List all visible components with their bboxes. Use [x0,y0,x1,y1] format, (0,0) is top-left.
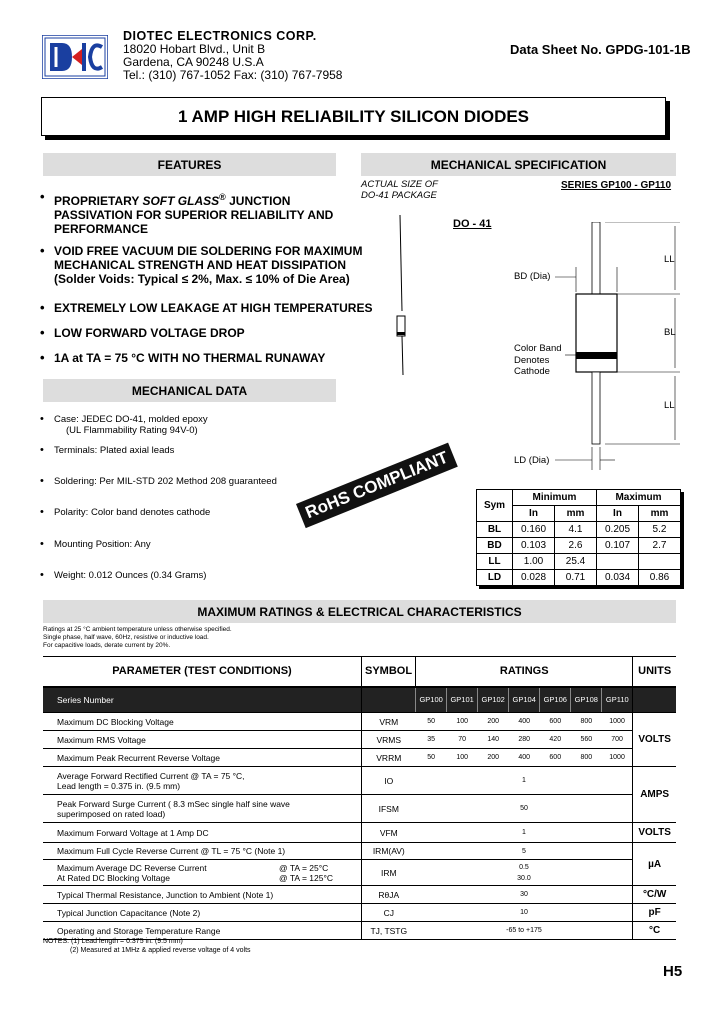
value-cell: 35 [416,731,447,749]
series-cell: GP110 [602,687,633,713]
ratings-notes [43,626,232,650]
feature-item [40,301,374,315]
param-cell [43,860,361,886]
param-cell [43,795,361,823]
rating-row-irm [43,860,676,886]
param-text: Average Forward Rectified Current @ TA = 75 °C, [57,770,245,781]
symbol-cell: VRM [361,713,415,731]
company-info [123,30,342,82]
page-title: 1 AMP HIGH RELIABILITY SILICON DIODES [41,97,666,136]
param-text: At Rated DC Blocking Voltage [57,872,170,883]
value-cell: -65 to +175 [416,922,633,940]
symbol-cell: RθJA [361,886,415,904]
bd-dia-label: BD (Dia) [514,271,551,282]
dim-header-sym: Sym [477,490,513,522]
symbol-cell: IRM(AV) [361,843,415,860]
value-cell: 1000 [602,749,633,767]
param-cell: Typical Thermal Resistance, Junction to Ambient (Note 1) [43,886,361,904]
dim-cell: BD [477,538,513,554]
rating-row-irmav [43,843,676,860]
symbol-cell: IRM [361,860,415,886]
units-amps: AMPS [633,767,676,823]
units-cw: °C/W [633,886,676,904]
dim-cell: LL [477,554,513,570]
param-cell: Maximum DC Blocking Voltage [43,713,361,731]
mech-data-text: Polarity: Color band denotes cathode [54,507,211,518]
symbol-cell: VRMS [361,731,415,749]
value-cell: 50 [416,795,633,823]
dim-header-mm: mm [639,506,681,522]
mech-data-text: Weight: 0.012 Ounces (0.34 Grams) [54,570,207,581]
dim-cell: 0.71 [555,570,597,586]
feature-text: PERFORMANCE [54,222,149,236]
value-cell [416,860,633,886]
value-cell: 800 [571,749,602,767]
dim-cell: BL [477,522,513,538]
value-cell: 420 [540,731,571,749]
value-text: 0.5 [519,863,529,871]
value-cell: 5 [416,843,633,860]
series-cell: GP104 [509,687,540,713]
symbol-cell: IFSM [361,795,415,823]
param-cell: Maximum Forward Voltage at 1 Amp DC [43,823,361,843]
value-cell: 100 [447,749,478,767]
value-text: 30.0 [517,874,531,882]
rating-row-cj [43,904,676,922]
series-symbol-cell [361,687,415,713]
rating-row-vrms [43,731,676,749]
value-cell: 1000 [602,713,633,731]
rohs-compliant-badge: RoHS COMPLIANT [296,443,458,529]
dim-cell [639,554,681,570]
symbol-cell: VRRM [361,749,415,767]
mech-data-item [40,570,354,581]
dim-cell: 0.034 [597,570,639,586]
ratings-note: Single phase, half wave, 60Hz, resistive or inductive load. [43,634,209,641]
value-cell: 50 [416,713,447,731]
symbol-cell: TJ, TSTG [361,922,415,940]
value-cell: 700 [602,731,633,749]
dim-header-minimum: Minimum [513,490,597,506]
mechanical-spec-heading: MECHANICAL SPECIFICATION [361,153,676,176]
ratings-note: For capacitive loads, derate current by 20%. [43,642,171,649]
dim-cell: 25.4 [555,554,597,570]
value-cell: 1 [416,767,633,795]
feature-text: LOW FORWARD VOLTAGE DROP [54,326,245,340]
package-label: DO - 41 [453,218,492,230]
dim-cell: 2.6 [555,538,597,554]
series-cell: GP106 [540,687,571,713]
value-cell: 70 [447,731,478,749]
series-cell: GP101 [447,687,478,713]
units-pf: pF [633,904,676,922]
soft-glass-text: SOFT GLASS [142,194,220,208]
value-cell: 600 [540,713,571,731]
feature-item [40,244,374,286]
rating-row-io [43,767,676,795]
feature-item [40,351,374,365]
feature-item [40,190,374,236]
value-cell: 1 [416,823,633,843]
ratings-heading: MAXIMUM RATINGS & ELECTRICAL CHARACTERISTICS [43,600,676,623]
dim-cell: 4.1 [555,522,597,538]
company-phone: Tel.: (310) 767-1052 Fax: (310) 767-7958 [123,68,343,82]
value-cell: 100 [447,713,478,731]
note-1: NOTES: (1) Lead length = 0.375 in. (9.5 mm) [43,938,183,945]
mech-data-item [40,476,354,487]
param-text: Lead length = 0.375 in. (9.5 mm) [57,780,181,791]
mech-data-item [40,414,354,436]
dim-row [477,554,681,570]
series-cell: GP108 [571,687,602,713]
features-heading: FEATURES [43,153,336,176]
value-cell: 560 [571,731,602,749]
dim-cell: 2.7 [639,538,681,554]
bottom-notes [43,937,251,955]
param-cell [43,767,361,795]
dim-cell: 0.205 [597,522,639,538]
units-celsius: °C [633,922,676,940]
dim-cell: 0.86 [639,570,681,586]
dim-row [477,538,681,554]
dim-cell: 1.00 [513,554,555,570]
value-cell: 600 [540,749,571,767]
color-band-label [514,343,562,378]
feature-text: EXTREMELY LOW LEAKAGE AT HIGH TEMPERATURES [54,301,373,315]
symbol-cell: IO [361,767,415,795]
mech-data-text: Mounting Position: Any [54,539,151,550]
dim-cell: LD [477,570,513,586]
symbol-cell: CJ [361,904,415,922]
param-cell: Maximum Full Cycle Reverse Current @ TL = 75 °C (Note 1) [43,843,361,860]
mech-data-text: Terminals: Plated axial leads [54,445,175,456]
company-name: DIOTEC ELECTRONICS CORP. [123,29,317,43]
note-2: (2) Measured at 1MHz & applied reverse voltage of 4 volts [70,947,251,954]
feature-text: JUNCTION [225,194,291,208]
param-cell: Maximum RMS Voltage [43,731,361,749]
series-label: SERIES GP100 - GP110 [561,180,672,191]
ll-top-label: LL [664,254,675,265]
ratings-header-row [43,657,676,687]
series-cell: GP100 [416,687,447,713]
dim-header-maximum: Maximum [597,490,681,506]
param-cell: Typical Junction Capacitance (Note 2) [43,904,361,922]
value-cell: 50 [416,749,447,767]
ratings-table [43,656,676,940]
ll-bottom-label: LL [664,400,675,411]
dim-cell [597,554,639,570]
feature-text: VOID FREE VACUUM DIE SOLDERING FOR MAXIMUM [54,244,363,258]
feature-text: (Solder Voids: Typical ≤ 2%, Max. ≤ 10% of Die Area) [54,272,350,286]
actual-size-diode-drawing [390,215,414,375]
color-band-text: Cathode [514,366,550,377]
series-number-label: Series Number [43,687,361,713]
rating-row-ifsm [43,795,676,823]
dim-header-in: In [513,506,555,522]
page-code: H5 [663,963,683,980]
mech-data-text: (UL Flammability Rating 94V-0) [66,425,198,436]
param-header: PARAMETER (TEST CONDITIONS) [43,657,361,687]
param-condition: @ TA = 25°C [279,862,329,873]
registered-mark: ® [219,192,226,202]
actual-size-text: DO-41 PACKAGE [361,190,437,201]
param-text: superimposed on rated load) [57,808,166,819]
value-cell: 400 [509,713,540,731]
rating-row-rja [43,886,676,904]
company-address1: 18020 Hobart Blvd., Unit B [123,42,266,56]
dimensions-table [476,489,681,586]
value-cell: 30 [416,886,633,904]
diotec-logo [42,35,108,79]
value-cell: 200 [478,713,509,731]
color-band-text: Color Band [514,343,562,354]
feature-text: PASSIVATION FOR SUPERIOR RELIABILITY AND [54,208,334,222]
dim-header-mm: mm [555,506,597,522]
units-microamps: µA [633,843,676,886]
dim-cell: 5.2 [639,522,681,538]
value-cell: 140 [478,731,509,749]
ratings-note: Ratings at 25 °C ambient temperature unless otherwise specified. [43,626,232,633]
param-cell: Maximum Peak Recurrent Reverse Voltage [43,749,361,767]
feature-text: 1A at TA = 75 °C WITH NO THERMAL RUNAWAY [54,351,326,365]
value-cell: 280 [509,731,540,749]
ld-dia-label: LD (Dia) [514,455,550,466]
mech-data-item [40,539,354,550]
feature-text: MECHANICAL STRENGTH AND HEAT DISSIPATION [54,258,347,272]
mech-data-item [40,445,354,456]
ratings-header: RATINGS [416,657,633,687]
param-text: Peak Forward Surge Current ( 8.3 mSec single half sine wave [57,798,290,809]
dim-cell: 0.103 [513,538,555,554]
symbol-cell: VFM [361,823,415,843]
value-cell: 400 [509,749,540,767]
series-units-cell [633,687,676,713]
series-cell: GP102 [478,687,509,713]
series-row [43,687,676,713]
dim-row [477,522,681,538]
param-text: Maximum Average DC Reverse Current [57,862,207,873]
dim-cell: 0.028 [513,570,555,586]
units-volts: VOLTS [633,823,676,843]
mech-data-text: Case: JEDEC DO-41, molded epoxy [54,414,208,425]
bl-label: BL [664,327,676,338]
param-cell: Operating and Storage Temperature Range [43,922,361,940]
mechanical-data-heading: MECHANICAL DATA [43,379,336,402]
company-address2: Gardena, CA 90248 U.S.A [123,55,264,69]
rating-row-vfm [43,823,676,843]
symbol-header: SYMBOL [361,657,415,687]
dim-row [477,570,681,586]
mech-data-text: Soldering: Per MIL-STD 202 Method 208 guaranteed [54,476,277,487]
units-header: UNITS [633,657,676,687]
actual-size-note [361,179,438,201]
value-cell: 10 [416,904,633,922]
value-cell: 800 [571,713,602,731]
rating-row-vrm [43,713,676,731]
datasheet-number: Data Sheet No. GPDG-101-1B [510,42,691,57]
dim-cell: 0.160 [513,522,555,538]
units-volts: VOLTS [633,713,676,767]
feature-item [40,326,374,340]
actual-size-text: ACTUAL SIZE OF [361,179,438,190]
dim-cell: 0.107 [597,538,639,554]
dim-header-in: In [597,506,639,522]
color-band-text: Denotes [514,354,550,366]
value-cell: 200 [478,749,509,767]
rating-row-vrrm [43,749,676,767]
feature-text: PROPRIETARY [54,194,143,208]
param-condition: @ TA = 125°C [279,872,334,883]
